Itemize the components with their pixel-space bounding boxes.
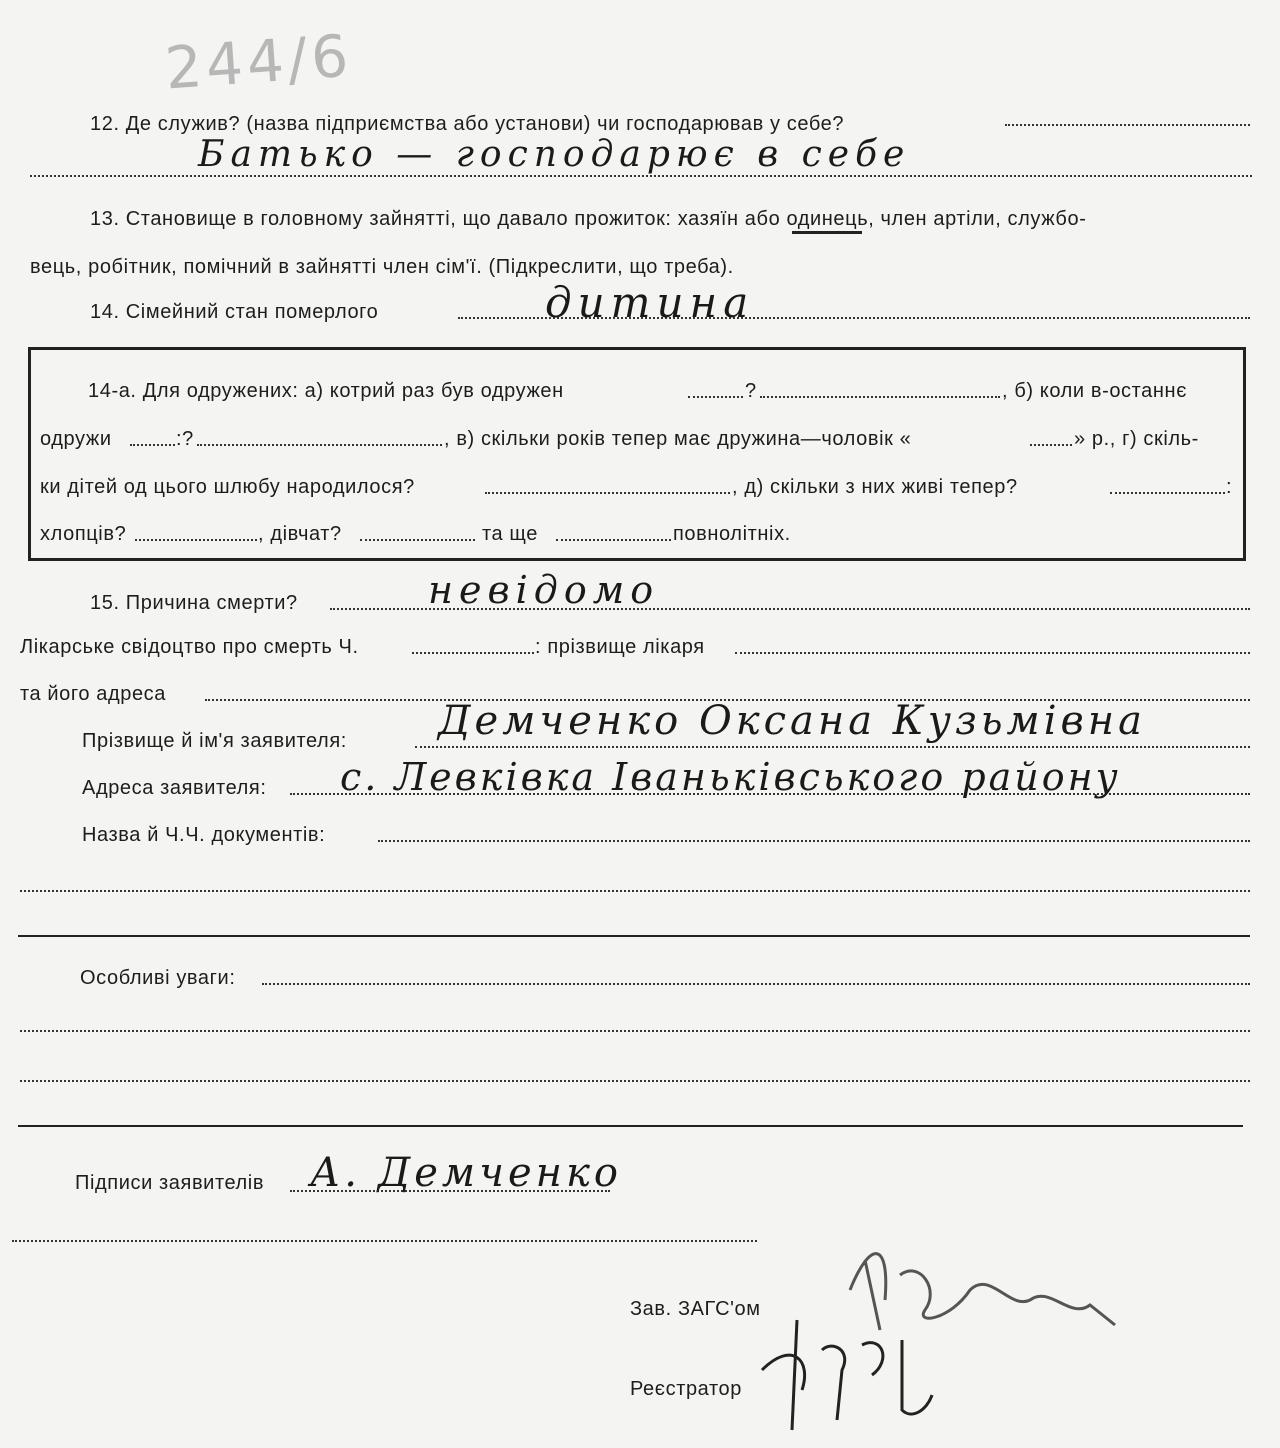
applicant-handwritten-address: с. Левківка Іваньківського району bbox=[340, 755, 1121, 799]
q12-dotted-line bbox=[1005, 124, 1250, 126]
q12-handwritten-answer: Батько — господарює в себе bbox=[198, 134, 911, 175]
q14a-line4-c: та ще bbox=[482, 523, 538, 545]
q14a-line1-dots-a bbox=[688, 396, 743, 398]
q14a-line4-a: хлопців? bbox=[40, 523, 127, 545]
medical-cert-label: Лікарське свідоцтво про смерть Ч. bbox=[20, 636, 359, 658]
q14a-line3-c: : bbox=[1226, 476, 1233, 498]
q14a-line4-dots-a bbox=[135, 539, 257, 541]
doctor-surname-label: : прізвище лікаря bbox=[535, 636, 705, 658]
section-divider-2 bbox=[18, 1125, 1243, 1127]
q14a-line2-dots-c bbox=[1030, 444, 1072, 446]
documents-label: Назва й Ч.Ч. документів: bbox=[82, 824, 326, 846]
section-divider-1 bbox=[18, 935, 1250, 937]
q14a-line3-dots-b bbox=[1110, 492, 1225, 494]
registrar-label: Реєстратор bbox=[630, 1378, 742, 1400]
q14-handwritten-answer: дитина bbox=[545, 278, 755, 327]
q14a-line2-dots-a bbox=[130, 444, 175, 446]
applicant-handwritten-name: Демченко Оксана Кузьмівна bbox=[438, 698, 1146, 744]
q12-label: 12. Де служив? (назва підприємства або установи) чи господарював у себе? bbox=[90, 113, 845, 135]
q14-label: 14. Сімейний стан померлого bbox=[90, 301, 379, 323]
doctor-surname-line bbox=[735, 652, 1250, 654]
q14a-line2-c: » р., г) скіль- bbox=[1074, 428, 1199, 450]
q14a-line1-q: ? bbox=[745, 380, 757, 402]
q14a-line1-a: 14-а. Для одружених: а) котрий раз був одружен bbox=[88, 380, 564, 402]
q14a-line2-a: одружи bbox=[40, 428, 112, 450]
q14a-line4-dots-c bbox=[556, 539, 671, 541]
head-of-registry-label: Зав. ЗАГС'ом bbox=[630, 1298, 761, 1320]
q13-underline-owner bbox=[792, 231, 862, 234]
remarks-line-1 bbox=[262, 983, 1250, 985]
q14a-line2-q: :? bbox=[176, 428, 194, 450]
registrar-signature-scribble bbox=[752, 1300, 952, 1440]
q14a-line3-b: , д) скільки з них живі тепер? bbox=[732, 476, 1018, 498]
q13-line2: вець, робітник, помічний в зайнятті член сім'ї. (Підкреслити, що треба). bbox=[30, 256, 734, 278]
remarks-line-2 bbox=[20, 1030, 1250, 1032]
q12-answer-line bbox=[30, 175, 1252, 177]
remarks-line-3 bbox=[20, 1080, 1250, 1082]
q13-label: 13. Становище в головному зайнятті, що давало прожиток: bbox=[90, 208, 672, 230]
q14a-line4-d: повнолітніх. bbox=[673, 523, 791, 545]
remarks-label: Особливі уваги: bbox=[80, 967, 236, 989]
documents-line bbox=[378, 840, 1250, 842]
applicant-name-line bbox=[415, 746, 1250, 748]
q14a-line4-b: , дівчат? bbox=[258, 523, 342, 545]
applicant-address-label: Адреса заявителя: bbox=[82, 777, 267, 799]
q14a-line1-dots-b bbox=[760, 396, 1000, 398]
q14a-line2-dots-b bbox=[197, 444, 442, 446]
applicant-signature: А. Демченко bbox=[310, 1150, 622, 1196]
q14a-line1-b: , б) коли в-останнє bbox=[1002, 380, 1188, 402]
q15-handwritten-answer: невідомо bbox=[428, 568, 660, 612]
q13-options: хазяїн або одинець, член артіли, службо- bbox=[677, 208, 1087, 230]
q15-label: 15. Причина смерти? bbox=[90, 592, 298, 614]
archive-number-pencil: 244/6 bbox=[162, 21, 355, 103]
applicants-signature-line-2 bbox=[12, 1240, 757, 1242]
applicant-name-label: Прізвище й ім'я заявителя: bbox=[82, 730, 347, 752]
q14a-line3-a: ки дітей од цього шлюбу народилося? bbox=[40, 476, 415, 498]
applicants-signatures-label: Підписи заявителів bbox=[75, 1172, 265, 1194]
q14a-line4-dots-b bbox=[360, 539, 475, 541]
medical-cert-number-line bbox=[412, 652, 534, 654]
doctor-address-label: та його адреса bbox=[20, 683, 167, 705]
q14a-line3-dots-a bbox=[485, 492, 730, 494]
q14a-line2-b: , в) скільки років тепер має дружина—чоловік « bbox=[444, 428, 912, 450]
documents-line-2 bbox=[20, 890, 1250, 892]
q13-line1 bbox=[90, 208, 1086, 231]
